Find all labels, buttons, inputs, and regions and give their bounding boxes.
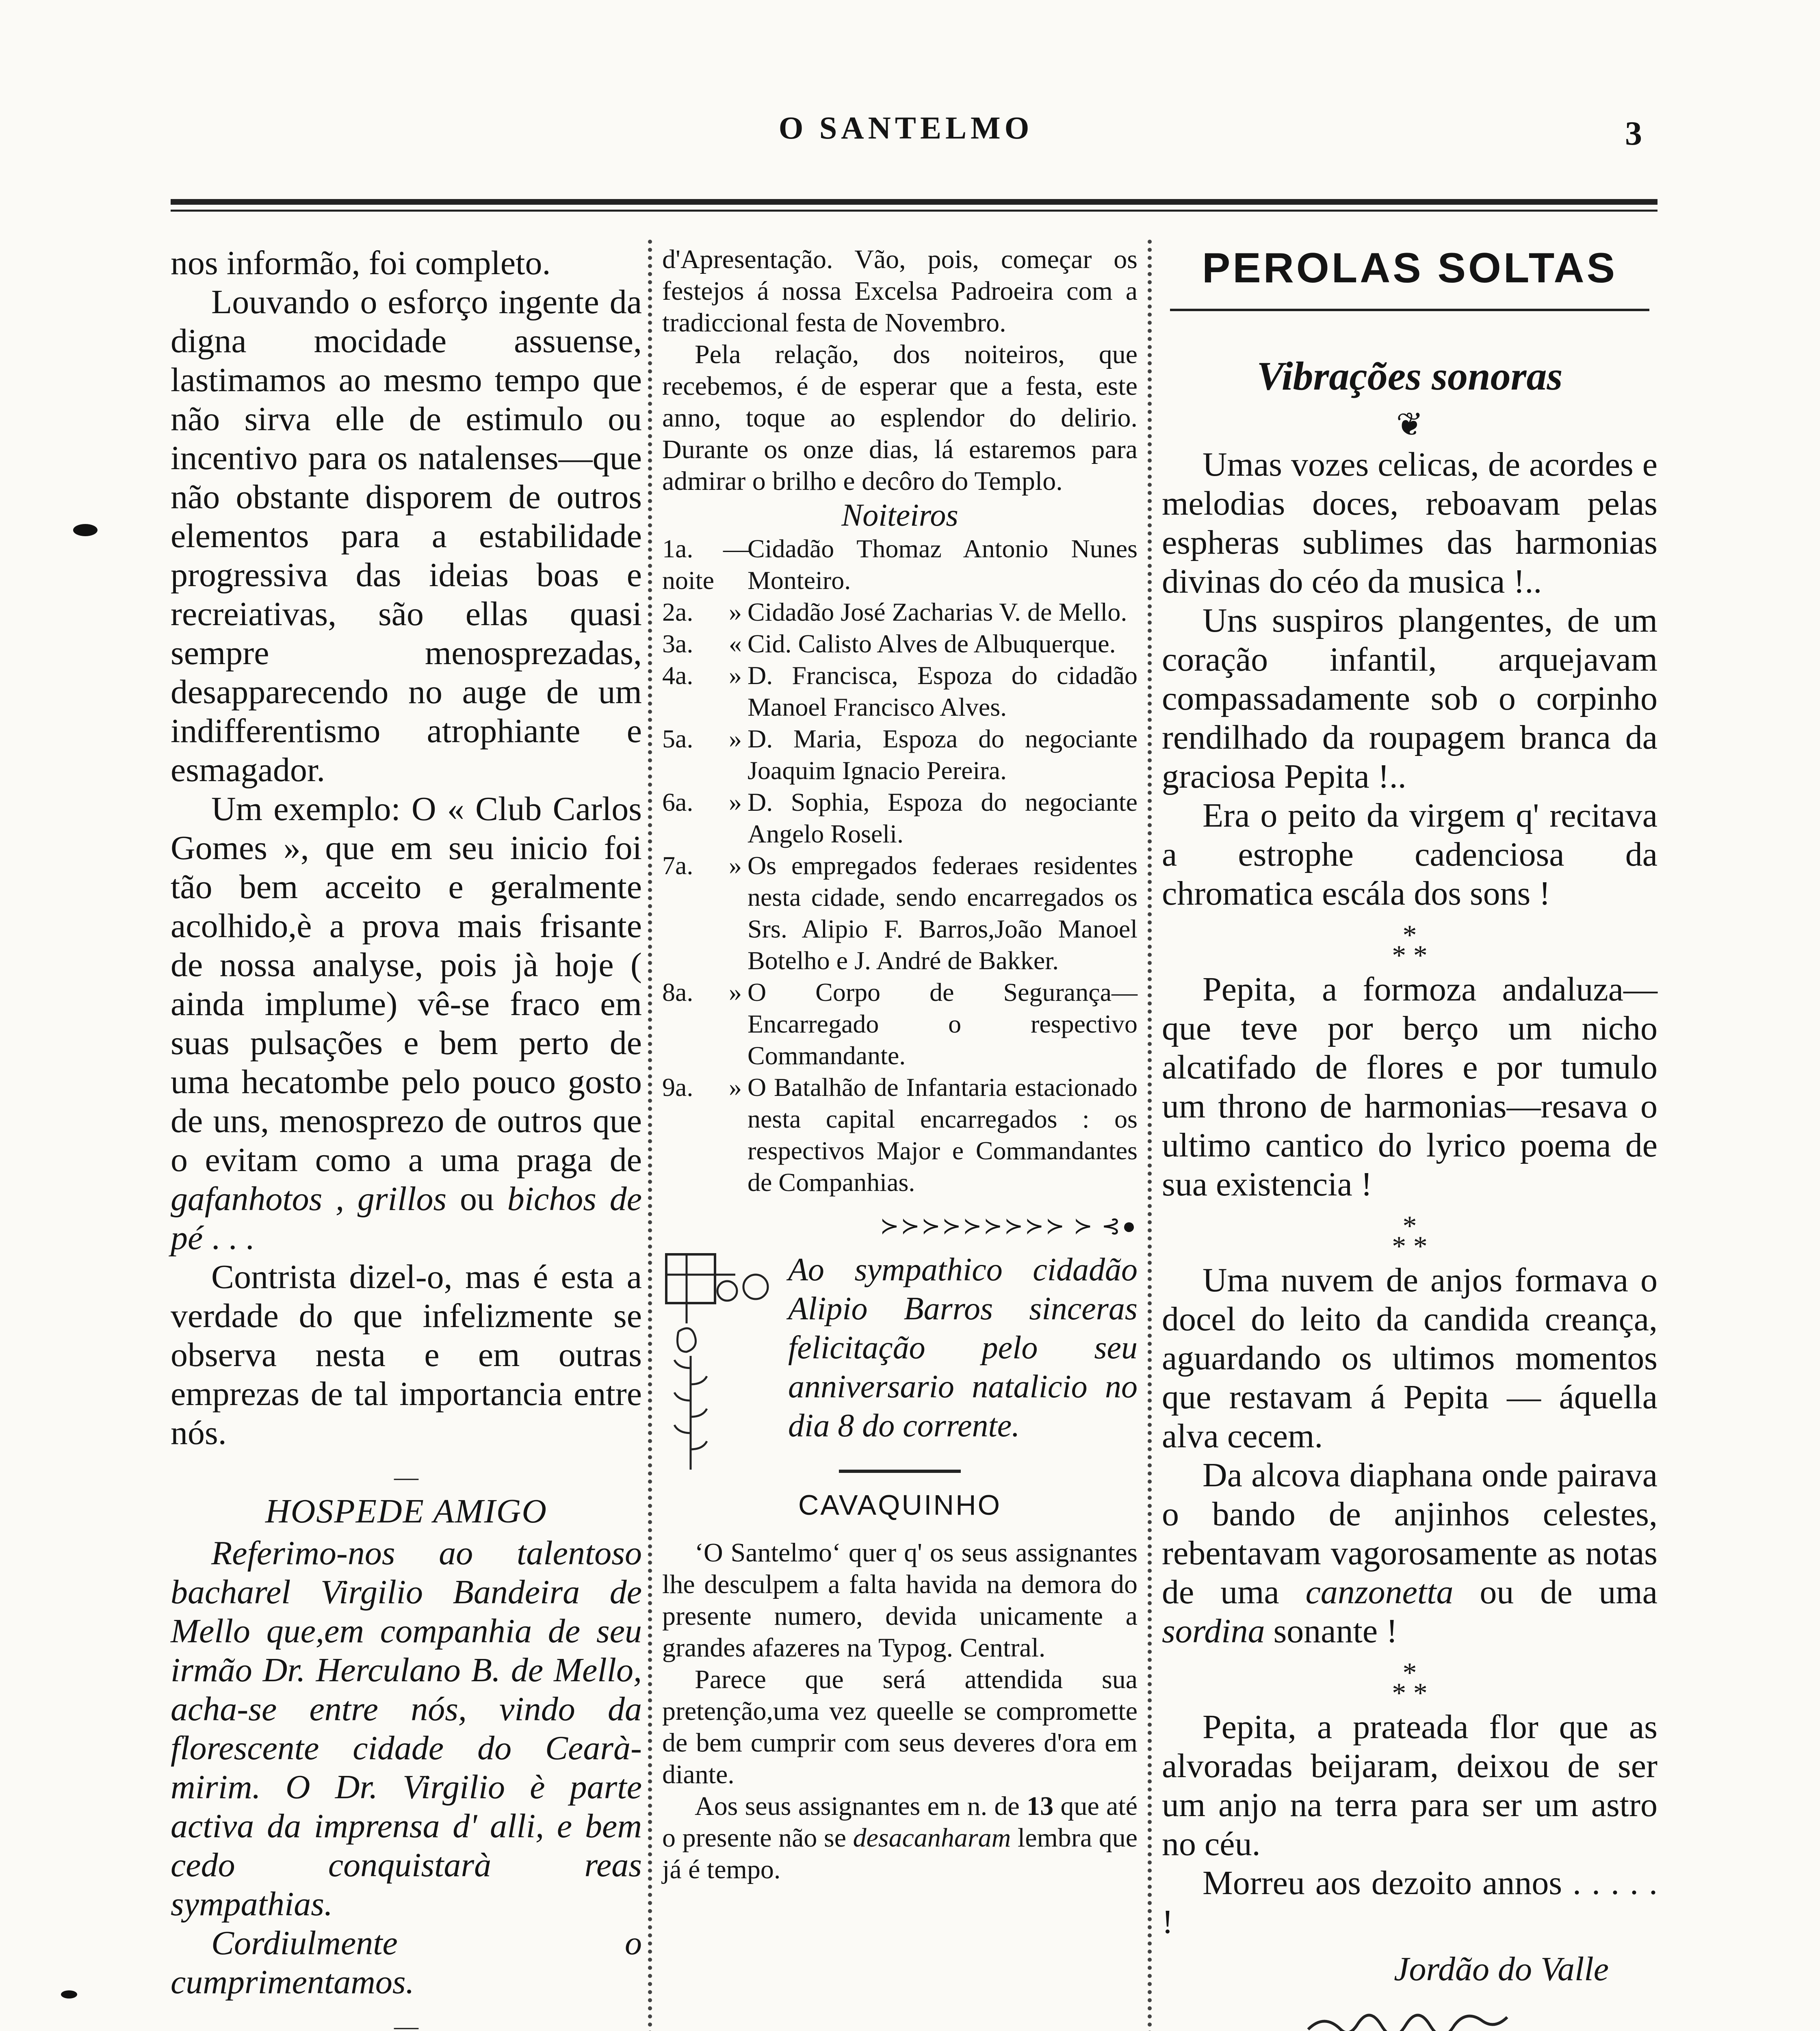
paragraph: Morreu aos dezoito annos . . . . . ! <box>1162 1864 1658 1941</box>
noiteiro-number: 3a. <box>662 629 693 658</box>
noiteiro-number: 8a. <box>662 978 693 1007</box>
noiteiro-text: D. Sophia, Espoza do negociante Angelo Roseli. <box>748 788 1138 848</box>
noiteiros-list <box>662 533 1138 1198</box>
noiteiros-heading: Noiteiros <box>841 497 958 533</box>
ornament-divider: ≻≻≻≻≻≻≻≻≻ ≻ ⊰● <box>880 1214 1138 1239</box>
paragraph: Um exemplo: O « Club Carlos Gomes », que em seu inicio foi tão bem acceito e geralmente acolhido,è a prova mais frisante de nossa analyse, pois jà hoje ( ainda implume) vê-se fraco em suas pulsações e bem perto de uma hecatombe pelo pouco gosto de uns, menosprezo de outros que o evitam como a uma praga de gafanhotos , grillos ou bichos de pé . . . <box>171 790 642 1257</box>
heading-rule <box>839 1470 961 1473</box>
paragraph: Pepita, a prateada flor que as alvoradas beijaram, deixou de ser um anjo na terra para ser um astro no céu. <box>1162 1708 1658 1863</box>
end-flourish-icon <box>1162 2005 1658 2031</box>
noiteiro-entry <box>662 628 1138 660</box>
noiteiro-mark: « <box>729 629 742 658</box>
section-heading-perolas: PEROLAS SOLTAS <box>1202 245 1617 292</box>
noiteiro-number: 9a. <box>662 1073 693 1102</box>
paragraph: Era o peito da virgem q' recitava a estrophe cadenciosa da chromatica escála dos sons ! <box>1162 797 1658 912</box>
noiteiro-entry <box>662 723 1138 786</box>
paragraph: Pela relação, dos noiteiros, que recebemos, é de esperar que a festa, este anno, toque ao esplendor do delirio. Durante os onze dias, lá estaremos para admirar o brilho e decôro do Templo. <box>662 340 1138 496</box>
noiteiro-text: Os empregados federaes residentes nesta cidade, sendo encarregados os Srs. Alipio F. Barros,João Manoel Botelho e J. André de Bakker. <box>748 851 1138 975</box>
paragraph: Uns suspiros plangentes, de um coração infantil, arquejavam compassadamente sob o corpinho rendilhado da roupagem branca da graciosa Pepita !.. <box>1162 602 1658 795</box>
paragraph: Umas vozes celicas, de acordes e melodias doces, reboavam pelas espheras sublimes das harmonias divinas do céo da musica !.. <box>1162 446 1658 600</box>
column-divider-1 <box>648 240 652 2031</box>
noiteiro-number: 6a. <box>662 788 693 816</box>
noiteiro-number: 2a. <box>662 598 693 626</box>
asterism-icon: * * * <box>1392 1657 1428 1709</box>
noiteiro-text: Cidadão Thomaz Antonio Nunes Monteiro. <box>748 534 1138 595</box>
paragraph: Parece que será attendida sua pretenção,uma vez queelle se compromette de bem cumprir com seus deveres d'ora em diante. <box>662 1665 1138 1789</box>
flower-ornament-icon: ❦ <box>1396 407 1424 443</box>
paragraph: ‘O Santelmo‘ quer q' os seus assignantes lhe desculpem a falta havida na demora do presente numero, devida unicamente a grandes afazeres na Typog. Central. <box>662 1538 1138 1663</box>
noiteiro-text: Cidadão José Zacharias V. de Mello. <box>748 598 1127 626</box>
poem-subtitle: Vibrações sonoras <box>1257 353 1563 398</box>
paragraph: d'Apresentação. Vão, pois, começar os festejos á nossa Excelsa Padroeira com a tradiccional festa de Novembro. <box>662 245 1138 338</box>
noiteiro-entry <box>662 786 1138 850</box>
noiteiro-number: 7a. <box>662 851 693 880</box>
noiteiro-text: D. Maria, Espoza do negociante Joaquim Ignacio Pereira. <box>748 724 1138 785</box>
ink-blot <box>61 1990 77 1999</box>
noiteiro-mark: » <box>729 598 742 626</box>
paragraph: Aos seus assignantes em n. de 13 que até o presente não se desacanharam lembra que já é tempo. <box>662 1791 1138 1884</box>
noiteiro-mark: » <box>729 788 742 816</box>
noiteiro-entry <box>662 533 1138 596</box>
noiteiro-number: 4a. <box>662 661 693 690</box>
paragraph: Referimo-nos ao talentoso bacharel Virgilio Bandeira de Mello que,em companhia de seu irmão Dr. Herculano B. de Mello, acha-se entre nós, vindo da florescente cidade do Cearà-mirim. O Dr. Virgilio è parte activa da imprensa d' alli, e bem cedo conquistarà reas sympathias. <box>171 1534 642 1923</box>
noiteiro-mark: » <box>729 1073 742 1102</box>
header-rule-thin <box>171 210 1658 212</box>
paragraph: Pepita, a formoza andaluza— que teve por berço um nicho alcatifado de flores e por tumulo um throno de harmonias—resava o ultimo cantico do lyrico poema de sua existencia ! <box>1162 970 1658 1203</box>
separator-dash: — <box>394 1464 418 1490</box>
greeting-block <box>662 1250 1138 1445</box>
section-heading-hospede: HOSPEDE AMIGO <box>265 1492 547 1530</box>
page-number: 3 <box>1625 115 1642 152</box>
noiteiro-text: O Batalhão de Infantaria estacionado nesta capital encarregados : os respectivos Major e Commandantes de Companhias. <box>748 1073 1138 1197</box>
masthead: O SANTELMO <box>778 110 1034 145</box>
noiteiro-text: D. Francisca, Espoza do cidadão Manoel Francisco Alves. <box>748 661 1138 721</box>
noiteiro-number: 1a. noite <box>662 534 714 595</box>
noiteiro-entry <box>662 660 1138 723</box>
floral-corner-ornament-icon <box>662 1250 780 1478</box>
noiteiro-entry <box>662 1072 1138 1198</box>
noiteiro-mark: » <box>729 724 742 753</box>
separator-dash: — <box>394 2013 418 2031</box>
column-middle <box>662 244 1138 1886</box>
asterism-icon: * * * <box>1392 1210 1428 1262</box>
noiteiro-number: 5a. <box>662 724 693 753</box>
noiteiro-entry <box>662 850 1138 977</box>
heading-rule <box>1170 309 1649 311</box>
noiteiro-mark: » <box>729 978 742 1007</box>
column-right <box>1162 244 1658 2031</box>
greeting-text: Ao sympathico cidadão Alipio Barros sinceras felicitação pelo seu anniversario natalicio no dia 8 do corrente. <box>788 1252 1138 1444</box>
header-rule-thick <box>171 199 1658 205</box>
cavaquinho-heading: CAVAQUINHO <box>662 1470 1138 1521</box>
noiteiro-mark: » <box>729 851 742 880</box>
noiteiro-text: Cid. Calisto Alves de Albuquerque. <box>748 629 1116 658</box>
ink-blot <box>73 524 98 536</box>
noiteiro-mark: — <box>723 534 749 563</box>
paragraph: Da alcova diaphana onde pairava o bando de anjinhos celestes, rebentavam vagorosamente as notas de uma canzonetta ou de uma sordina sonante ! <box>1162 1456 1658 1650</box>
asterism-icon: * * * <box>1392 920 1428 971</box>
paragraph: Louvando o esforço ingente da digna mocidade assuense, lastimamos ao mesmo tempo que não sirva elle de estimulo ou incentivo para os natalenses—que não obstante disporem de outros elementos para a estabilidade progressiva das ideias boas e recreiativas, são ellas quasi sempre menosprezadas, desapparecendo no auge de um indifferentismo atrophiante e esmagador. <box>171 283 642 789</box>
noiteiro-entry <box>662 596 1138 628</box>
paragraph: Cordiulmente o cumprimentamos. <box>171 1924 642 2001</box>
author-signature: Jordão do Valle <box>1394 1950 1609 1988</box>
noiteiro-entry <box>662 977 1138 1072</box>
noiteiro-mark: » <box>729 661 742 690</box>
paragraph: Uma nuvem de anjos formava o docel do leito da candida creança, aguardando os ultimos momentos que restavam á Pepita — áquella alva cecem. <box>1162 1261 1658 1455</box>
column-divider-2 <box>1148 240 1152 2031</box>
article-continuation: nos informão, foi completo. <box>171 244 551 282</box>
noiteiro-text: O Corpo de Segurança—Encarregado o respectivo Commandante. <box>748 978 1138 1070</box>
column-left <box>171 244 642 2031</box>
paragraph: Contrista dizel-o, mas é esta a verdade do que infelizmente se observa nesta e em outras emprezas de tal importancia entre nós. <box>171 1258 642 1452</box>
